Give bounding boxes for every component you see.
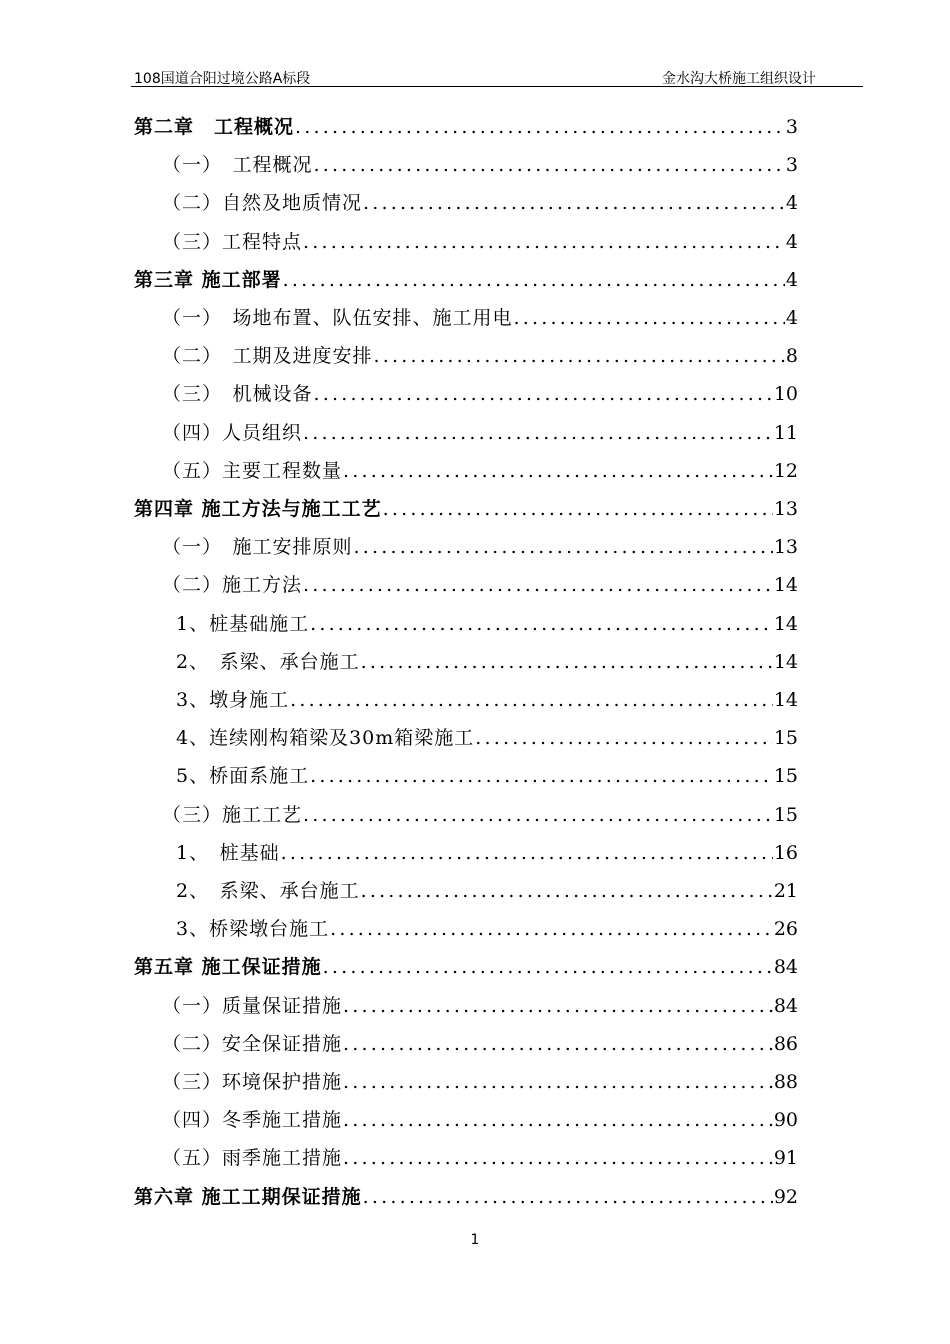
toc-dot-leader	[343, 1067, 773, 1097]
toc-entry-title: 1、桩基础施工	[176, 612, 310, 635]
toc-entry-page: 14	[773, 650, 798, 673]
toc-entry-title: 第三章 施工部署	[134, 268, 282, 291]
toc-dot-leader	[323, 952, 773, 982]
toc-entry-page: 88	[773, 1071, 798, 1093]
toc-entry-title: 第五章 施工保证措施	[134, 956, 322, 979]
toc-entry-page: 13	[773, 536, 798, 559]
toc-entry-title: （三）工程特点	[162, 230, 303, 253]
toc-dot-leader	[383, 494, 773, 524]
toc-entry[interactable]	[176, 647, 798, 677]
toc-entry-title: （二）自然及地质情况	[162, 192, 363, 215]
toc-entry-page: 15	[773, 803, 798, 826]
toc-entry-title: （一）质量保证措施	[162, 994, 343, 1017]
toc-entry-page: 11	[773, 421, 798, 444]
toc-entry[interactable]	[162, 800, 798, 830]
toc-entry-title: 第六章 施工工期保证措施	[134, 1185, 362, 1208]
toc-entry-page: 8	[785, 345, 798, 368]
toc-entry-title: 4、连续刚构箱梁及30m箱梁施工	[176, 727, 475, 750]
toc-entry-page: 16	[773, 841, 798, 864]
toc-entry[interactable]	[162, 418, 798, 448]
toc-entry-page: 4	[785, 268, 798, 291]
toc-entry[interactable]	[162, 150, 798, 180]
toc-entry-page: 14	[773, 689, 798, 711]
toc-entry[interactable]	[162, 456, 798, 486]
toc-entry-page: 4	[785, 307, 798, 329]
toc-dot-leader	[303, 570, 773, 600]
toc-entry[interactable]	[162, 227, 798, 257]
toc-dot-leader	[281, 838, 773, 868]
toc-dot-leader	[363, 188, 785, 218]
toc-entry-page: 15	[773, 765, 798, 788]
toc-entry-page: 3	[785, 154, 798, 177]
toc-entry-title: （二）安全保证措施	[162, 1032, 343, 1055]
toc-chapter-entry[interactable]	[134, 1182, 798, 1212]
toc-dot-leader	[310, 609, 773, 639]
toc-entry-title: 3、桥梁墩台施工	[176, 918, 330, 941]
toc-entry[interactable]	[176, 609, 798, 639]
toc-chapter-entry[interactable]	[134, 952, 798, 982]
toc-entry-title: 3、墩身施工	[176, 689, 290, 711]
toc-entry-title: 第二章 工程概况	[134, 116, 295, 138]
toc-dot-leader	[354, 532, 773, 562]
toc-entry[interactable]	[176, 838, 798, 868]
toc-entry-page: 4	[785, 230, 798, 253]
toc-dot-leader	[514, 303, 785, 333]
toc-entry[interactable]	[176, 685, 798, 715]
toc-dot-leader	[374, 341, 785, 371]
toc-dot-leader	[303, 418, 773, 448]
toc-entry-title: 2、 系梁、承台施工	[176, 650, 360, 673]
toc-entry-page: 3	[785, 116, 798, 138]
toc-dot-leader	[475, 723, 773, 753]
toc-entry[interactable]	[162, 570, 798, 600]
toc-chapter-entry[interactable]	[134, 494, 798, 524]
toc-entry-title: （五）雨季施工措施	[162, 1147, 343, 1170]
toc-entry[interactable]	[162, 1143, 798, 1173]
toc-entry-title: 1、 桩基础	[176, 841, 280, 864]
toc-entry-title: （一） 施工安排原则	[162, 536, 353, 559]
toc-entry-page: 4	[785, 192, 798, 215]
toc-entry-title: （一） 场地布置、队伍安排、施工用电	[162, 307, 513, 329]
toc-entry-title: 5、桥面系施工	[176, 765, 310, 788]
toc-entry-page: 90	[773, 1109, 798, 1132]
toc-entry[interactable]	[176, 876, 798, 906]
toc-entry[interactable]	[162, 1067, 798, 1097]
toc-dot-leader	[361, 647, 773, 677]
toc-dot-leader	[295, 112, 785, 142]
toc-dot-leader	[303, 227, 785, 257]
toc-entry-page: 84	[773, 994, 798, 1017]
toc-dot-leader	[343, 1143, 773, 1173]
toc-entry-page: 26	[773, 918, 798, 941]
toc-dot-leader	[361, 876, 773, 906]
toc-entry-title: （二）施工方法	[162, 574, 303, 597]
page-number: 1	[470, 1232, 480, 1248]
toc-dot-leader	[343, 991, 773, 1021]
toc-dot-leader	[343, 1105, 773, 1135]
toc-dot-leader	[314, 379, 773, 409]
header-right: 金水沟大桥施工组织设计	[662, 71, 816, 87]
toc-entry[interactable]	[162, 1105, 798, 1135]
toc-entry[interactable]	[176, 914, 798, 944]
toc-entry-title: 2、 系梁、承台施工	[176, 880, 360, 902]
toc-entry-title: （二） 工期及进度安排	[162, 345, 373, 368]
toc-entry-page: 10	[773, 383, 798, 406]
toc-entry-page: 92	[773, 1185, 798, 1208]
toc-dot-leader	[303, 800, 773, 830]
toc-entry-title: （一） 工程概况	[162, 154, 313, 177]
toc-entry-page: 21	[773, 880, 798, 902]
toc-entry[interactable]	[162, 1029, 798, 1059]
toc-entry-page: 86	[773, 1032, 798, 1055]
toc-entry[interactable]	[176, 723, 798, 753]
toc-entry[interactable]	[162, 991, 798, 1021]
toc-entry-page: 15	[773, 727, 798, 750]
toc-entry-page: 84	[773, 956, 798, 979]
toc-entry-title: （五）主要工程数量	[162, 459, 343, 482]
toc-entry[interactable]	[162, 379, 798, 409]
toc-entry[interactable]	[162, 532, 798, 562]
header-rule	[131, 86, 863, 87]
toc-entry-title: （三）环境保护措施	[162, 1071, 343, 1093]
toc-dot-leader	[290, 685, 773, 715]
toc-chapter-entry[interactable]	[134, 265, 798, 295]
toc-dot-leader	[343, 1029, 773, 1059]
toc-entry-title: （四）冬季施工措施	[162, 1109, 343, 1132]
toc-dot-leader	[343, 456, 773, 486]
toc-entry-page: 91	[773, 1147, 798, 1170]
toc-dot-leader	[330, 914, 773, 944]
toc-entry[interactable]	[162, 303, 798, 333]
toc-entry-page: 13	[773, 498, 798, 520]
toc-entry-page: 14	[773, 612, 798, 635]
toc-entry[interactable]	[162, 188, 798, 218]
toc-entry[interactable]	[176, 761, 798, 791]
toc-entry-page: 14	[773, 574, 798, 597]
toc-entry-title: （三） 机械设备	[162, 383, 313, 406]
toc-chapter-entry[interactable]	[134, 112, 798, 142]
toc-entry-title: （四）人员组织	[162, 421, 303, 444]
toc-entry[interactable]	[162, 341, 798, 371]
toc-dot-leader	[283, 265, 785, 295]
toc-dot-leader	[363, 1182, 773, 1212]
toc-dot-leader	[314, 150, 785, 180]
toc-dot-leader	[310, 761, 773, 791]
header-left: 108国道合阳过境公路A标段	[134, 71, 311, 87]
toc-entry-title: （三）施工工艺	[162, 803, 303, 826]
toc-entry-page: 12	[773, 459, 798, 482]
toc-entry-title: 第四章 施工方法与施工工艺	[134, 498, 382, 520]
